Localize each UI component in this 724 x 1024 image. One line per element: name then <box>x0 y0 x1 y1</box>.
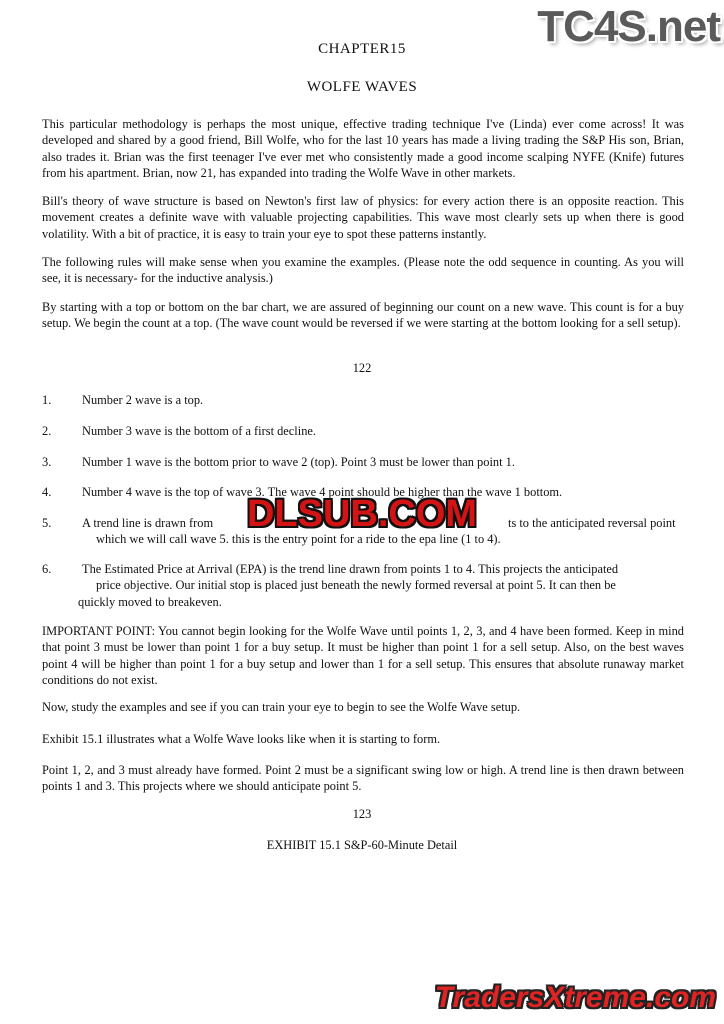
rules-intro-paragraph: The following rules will make sense when you examine the examples. (Please note the odd sequence in counting. As you will see, it is necessary- for the inductive analysis.) <box>42 255 684 286</box>
rule-text: Number 2 wave is a top. <box>82 393 204 407</box>
exhibit-caption: EXHIBIT 15.1 S&P-60-Minute Detail <box>266 838 458 852</box>
rule-number: 3. <box>42 455 52 469</box>
rule-text: Number 3 wave is the bottom of a first decline. <box>82 424 316 438</box>
rule-item <box>42 423 684 439</box>
exhibit-intro-paragraph: Exhibit 15.1 illustrates what a Wolfe Wave looks like when it is starting to form. <box>42 732 441 746</box>
page-number: 122 <box>352 361 372 375</box>
rule-number: 2. <box>42 424 52 438</box>
study-paragraph: Now, study the examples and see if you can train your eye to begin to see the Wolfe Wave setup. <box>42 700 521 714</box>
rule-number: 1. <box>42 393 52 407</box>
rule-text-continued: which we will call wave 5. this is the entry point for a ride to the epa line (1 to 4). <box>96 532 501 547</box>
chapter-title: WOLFE WAVES <box>306 79 418 95</box>
rule-item <box>42 561 684 610</box>
count-paragraph: By starting with a top or bottom on the bar chart, we are assured of beginning our count on a new wave. This count is for a buy setup. We begin the count at a top. (The wave count would be reversed if we were starting at the bottom looking for a sell setup). <box>42 300 684 331</box>
rule-number: 5. <box>42 516 52 530</box>
chapter-heading: CHAPTER15 <box>318 41 406 57</box>
rule-number: 4. <box>42 485 52 499</box>
rule-item <box>42 392 684 408</box>
rule-text: A trend line is drawn from <box>82 516 214 530</box>
points-paragraph: Point 1, 2, and 3 must already have formed. Point 2 must be a significant swing low or high. A trend line is then drawn between points 1 and 3. This projects where we should anticipate point 5. <box>42 763 684 794</box>
rule-text: Number 1 wave is the bottom prior to wave 2 (top). Point 3 must be lower than point 1. <box>82 455 515 469</box>
rule-item <box>42 454 684 470</box>
important-point-paragraph: IMPORTANT POINT: You cannot begin looking for the Wolfe Wave until points 1, 2, 3, and 4 have been formed. Keep in mind that point 3 must be lower than point 1 for a buy setup. It must be higher than point 1 for a sell setup. Also, on the best waves point 4 will be higher than point 1 for a buy setup and lower than 1 for a sell setup. This ensures that absolute runaway market conditions do not exist. <box>42 624 684 687</box>
rule-text-right: ts to the anticipated reversal point <box>508 516 676 530</box>
rule-text-continued: price objective. Our initial stop is placed just beneath the newly formed reversal at point 5. It can then be <box>96 578 616 593</box>
rule-text: Number 4 wave is the top of wave 3. The wave 4 point should be higher than the wave 1 bottom. <box>82 485 563 499</box>
intro-paragraph: This particular methodology is perhaps the most unique, effective trading technique I've (Linda) ever come across! It was developed and shared by a good friend, Bill Wolfe, who for the last 10 years has made a living trading the S&P His son, Brian, also trades it. Brian was the first teenager I've ever met who consistently made a good income scalping NYFE (Knife) futures from his apartment. Brian, now 21, has expanded into trading the Wolfe Wave in other markets. <box>42 117 684 180</box>
page-number: 123 <box>352 807 372 821</box>
rule-text-continued: quickly moved to breakeven. <box>78 594 222 609</box>
tradersxtreme-watermark: TradersXtreme.com <box>434 981 716 1014</box>
theory-paragraph: Bill's theory of wave structure is based on Newton's first law of physics: for every action there is an opposite reaction. This movement creates a definite wave with valuable projecting capabilities. This wave most clearly sets up when there is good volatility. With a bit of practice, it is easy to train your eye to spot these patterns instantly. <box>42 194 684 241</box>
tc4s-watermark: TC4S.net <box>537 2 720 51</box>
rule-text: The Estimated Price at Arrival (EPA) is the trend line drawn from points 1 to 4. This projects the anticipated <box>82 562 619 576</box>
rule-number: 6. <box>42 562 52 576</box>
dlsub-watermark: DLSUB.COM <box>246 493 478 535</box>
